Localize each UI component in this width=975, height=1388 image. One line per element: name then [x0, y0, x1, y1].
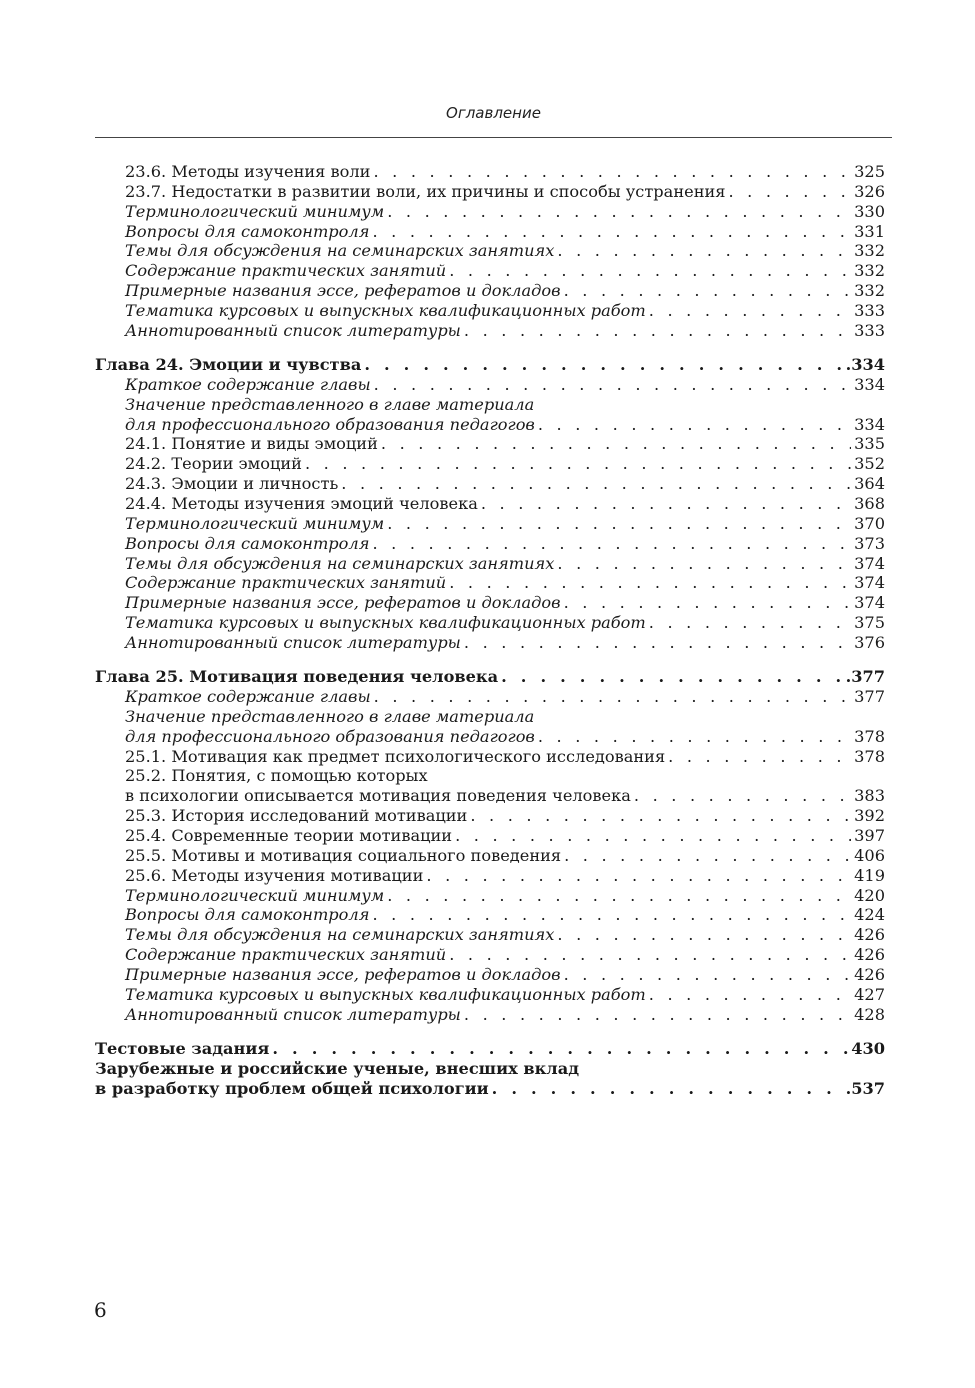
toc-entry	[95, 985, 885, 1005]
toc-entry-page: 334	[854, 374, 885, 394]
toc-entry	[95, 866, 885, 886]
toc-entry	[95, 321, 885, 341]
toc-entry	[95, 826, 885, 846]
toc-entry	[95, 222, 885, 242]
toc-entry	[95, 687, 885, 707]
dot-leader	[501, 667, 842, 687]
dot-leader	[305, 454, 851, 474]
dot-leader	[649, 613, 851, 633]
dot-leader	[341, 474, 851, 494]
dot-leader	[464, 321, 851, 341]
dot-leader	[364, 355, 842, 375]
dot-leader	[272, 1039, 848, 1059]
dot-leader	[538, 727, 851, 747]
toc-entry-title: для профессионального образования педагогов	[125, 414, 535, 434]
toc-entry-page: 370	[854, 513, 885, 533]
running-header: Оглавление	[446, 104, 541, 122]
toc-entry-title: Терминологический минимум	[125, 201, 385, 221]
dot-leader	[387, 886, 851, 906]
dot-leader	[557, 241, 851, 261]
toc-entry	[95, 281, 885, 301]
toc-entry-page: 424	[854, 905, 885, 925]
toc-entry	[95, 1039, 885, 1059]
dot-leader	[557, 554, 851, 574]
toc-entry-page: 377	[854, 687, 885, 707]
toc-entry	[95, 667, 885, 687]
toc-entry	[95, 301, 885, 321]
dot-leader	[374, 375, 851, 395]
toc-entry-title: 23.7. Недостатки в развитии воли, их причины и способы устранения	[125, 181, 726, 201]
toc-entry	[95, 554, 885, 574]
dot-leader	[634, 786, 851, 806]
toc-entry-title: Зарубежные и российские ученые, внесших вклад	[95, 1058, 579, 1078]
toc-entry	[95, 202, 885, 222]
toc-entry-title: 24.2. Теории эмоций	[125, 454, 302, 474]
toc-entry	[95, 182, 885, 202]
toc-entry-page: 374	[854, 573, 885, 593]
dot-leader	[449, 261, 851, 281]
dot-leader	[481, 494, 851, 514]
toc-entry	[95, 846, 885, 866]
toc-entry-page: 364	[854, 474, 885, 494]
dot-leader	[464, 633, 851, 653]
toc-entry-title: Терминологический минимум	[125, 513, 385, 533]
toc-entry	[95, 1059, 885, 1079]
toc-entry-page: 335	[854, 434, 885, 454]
toc-entry-page: 383	[854, 786, 885, 806]
toc-entry-page: 352	[854, 454, 885, 474]
toc-entry-page: 376	[854, 632, 885, 652]
toc-entry-page: 374	[854, 553, 885, 573]
toc-entry-title: Аннотированный список литературы	[125, 320, 461, 340]
dot-leader	[470, 806, 851, 826]
toc-entry-title: Темы для обсуждения на семинарских занятиях	[125, 241, 555, 261]
toc-entry-title: Тестовые задания	[95, 1038, 270, 1058]
toc-entry-title: Вопросы для самоконтроля	[125, 905, 370, 925]
toc-entry-title: Глава 25. Мотивация поведения человека	[95, 667, 499, 687]
toc-entry-title: в психологии описывается мотивация поведения человека	[125, 786, 631, 806]
toc-entry-page: 325	[854, 162, 885, 181]
table-of-contents	[95, 162, 885, 1098]
toc-entry-title: Содержание практических занятий	[125, 945, 447, 965]
toc-entry-title: Терминологический минимум	[125, 885, 385, 905]
toc-entry	[95, 905, 885, 925]
toc-entry	[95, 375, 885, 395]
toc-entry	[95, 727, 885, 747]
toc-entry-page: 333	[854, 300, 885, 320]
toc-entry-title: 25.6. Методы изучения мотивации	[125, 865, 424, 885]
toc-entry-page: .537	[845, 1078, 885, 1098]
toc-entry-title: Вопросы для самоконтроля	[125, 533, 370, 553]
toc-entry-title: Тематика курсовых и выпускных квалификационных работ	[125, 300, 646, 320]
toc-entry-page: 392	[854, 806, 885, 826]
toc-entry	[95, 747, 885, 767]
toc-entry-page: 397	[854, 826, 885, 845]
dot-leader	[557, 925, 851, 945]
toc-entry-title: Примерные названия эссе, рефератов и докладов	[125, 281, 561, 301]
dot-leader	[464, 1005, 851, 1025]
toc-entry-page: 331	[854, 221, 885, 241]
toc-entry-page: 375	[854, 613, 885, 633]
toc-entry-title: 23.6. Методы изучения воли	[125, 162, 371, 181]
toc-entry-page: 378	[854, 746, 885, 766]
toc-entry	[95, 886, 885, 906]
toc-entry	[95, 395, 885, 415]
toc-entry-page: 332	[854, 241, 885, 261]
toc-entry	[95, 454, 885, 474]
toc-entry	[95, 593, 885, 613]
toc-entry	[95, 806, 885, 826]
dot-leader	[373, 162, 851, 182]
toc-entry-title: 24.3. Эмоции и личность	[125, 474, 339, 494]
toc-entry-title: Содержание практических занятий	[125, 261, 447, 281]
toc-entry	[95, 925, 885, 945]
toc-entry-page: 334	[854, 414, 885, 434]
toc-entry	[95, 965, 885, 985]
toc-entry-title: Вопросы для самоконтроля	[125, 221, 370, 241]
toc-entry-title: Тематика курсовых и выпускных квалификационных работ	[125, 984, 646, 1004]
toc-entry	[95, 355, 885, 375]
toc-entry-title: 25.1. Мотивация как предмет психологического исследования	[125, 746, 666, 766]
toc-entry-page: 368	[854, 494, 885, 513]
dot-leader	[449, 945, 851, 965]
toc-entry	[95, 1079, 885, 1099]
toc-entry-title: Аннотированный список литературы	[125, 1004, 461, 1024]
dot-leader	[668, 747, 851, 767]
dot-leader	[449, 573, 851, 593]
toc-entry-title: Глава 24. Эмоции и чувства	[95, 355, 362, 375]
page-number: 6	[94, 1298, 107, 1322]
toc-entry	[95, 415, 885, 435]
toc-entry	[95, 162, 885, 182]
toc-entry	[95, 945, 885, 965]
toc-entry-page: 333	[854, 320, 885, 340]
dot-leader	[372, 905, 851, 925]
toc-entry-page: 427	[854, 984, 885, 1004]
toc-entry-page: 332	[854, 281, 885, 301]
toc-entry	[95, 474, 885, 494]
toc-entry-page: 426	[854, 945, 885, 965]
toc-entry	[95, 494, 885, 514]
toc-entry-title: для профессионального образования педагогов	[125, 726, 535, 746]
toc-entry-title: Краткое содержание главы	[125, 374, 371, 394]
toc-entry-title: Темы для обсуждения на семинарских занятиях	[125, 553, 555, 573]
toc-entry-title: 25.5. Мотивы и мотивация социального поведения	[125, 845, 562, 865]
toc-entry-page: .334	[845, 355, 885, 375]
toc-entry	[95, 766, 885, 786]
toc-entry-page: 332	[854, 261, 885, 281]
toc-entry	[95, 573, 885, 593]
dot-leader	[564, 965, 852, 985]
dot-leader	[538, 415, 851, 435]
dot-leader	[387, 514, 851, 534]
toc-entry	[95, 434, 885, 454]
dot-leader	[372, 534, 851, 554]
toc-entry-page: 430	[851, 1038, 885, 1058]
toc-entry-title: Значение представленного в главе материала	[125, 706, 535, 726]
toc-entry-page: 419	[854, 865, 885, 885]
dot-leader	[649, 985, 851, 1005]
toc-entry-page: 428	[854, 1004, 885, 1024]
dot-leader	[374, 687, 851, 707]
toc-entry-page: .377	[845, 667, 885, 687]
toc-entry-page: 426	[854, 964, 885, 984]
dot-leader	[728, 182, 851, 202]
toc-entry-page: 326	[854, 181, 885, 201]
toc-entry-title: Тематика курсовых и выпускных квалификационных работ	[125, 613, 646, 633]
dot-leader	[564, 846, 851, 866]
toc-entry-title: 25.3. История исследований мотивации	[125, 806, 468, 826]
toc-entry	[95, 633, 885, 653]
dot-leader	[381, 434, 851, 454]
toc-entry-title: Аннотированный список литературы	[125, 632, 461, 652]
toc-entry	[95, 613, 885, 633]
toc-entry-title: Содержание практических занятий	[125, 573, 447, 593]
toc-entry-page: 406	[854, 845, 885, 865]
toc-entry-title: 24.1. Понятие и виды эмоций	[125, 434, 378, 454]
toc-entry-page: 420	[854, 885, 885, 905]
toc-entry-title: Краткое содержание главы	[125, 687, 371, 707]
toc-entry-title: 25.2. Понятия, с помощью которых	[125, 766, 428, 786]
toc-entry-title: в разработку проблем общей психологии	[95, 1078, 489, 1098]
toc-entry	[95, 261, 885, 281]
toc-entry-page: 426	[854, 925, 885, 945]
toc-entry-title: 25.4. Современные теории мотивации	[125, 826, 453, 845]
toc-entry-title: Темы для обсуждения на семинарских занятиях	[125, 925, 555, 945]
header-rule	[95, 137, 892, 138]
toc-entry-page: 330	[854, 201, 885, 221]
toc-entry-page: 373	[854, 533, 885, 553]
toc-entry	[95, 514, 885, 534]
dot-leader	[426, 866, 851, 886]
dot-leader	[455, 826, 851, 846]
toc-entry-title: Примерные названия эссе, рефератов и докладов	[125, 964, 561, 984]
toc-entry	[95, 241, 885, 261]
toc-entry-page: 374	[854, 593, 885, 613]
toc-entry	[95, 786, 885, 806]
toc-entry-title: Значение представленного в главе материала	[125, 394, 535, 414]
dot-leader	[372, 222, 851, 242]
dot-leader	[387, 202, 851, 222]
toc-entry	[95, 707, 885, 727]
toc-entry-title: 24.4. Методы изучения эмоций человека	[125, 494, 478, 513]
dot-leader	[564, 593, 852, 613]
toc-entry	[95, 1005, 885, 1025]
dot-leader	[649, 301, 851, 321]
dot-leader	[564, 281, 852, 301]
toc-entry	[95, 534, 885, 554]
toc-entry-title: Примерные названия эссе, рефератов и докладов	[125, 593, 561, 613]
dot-leader	[492, 1079, 843, 1099]
toc-entry-page: 378	[854, 726, 885, 746]
